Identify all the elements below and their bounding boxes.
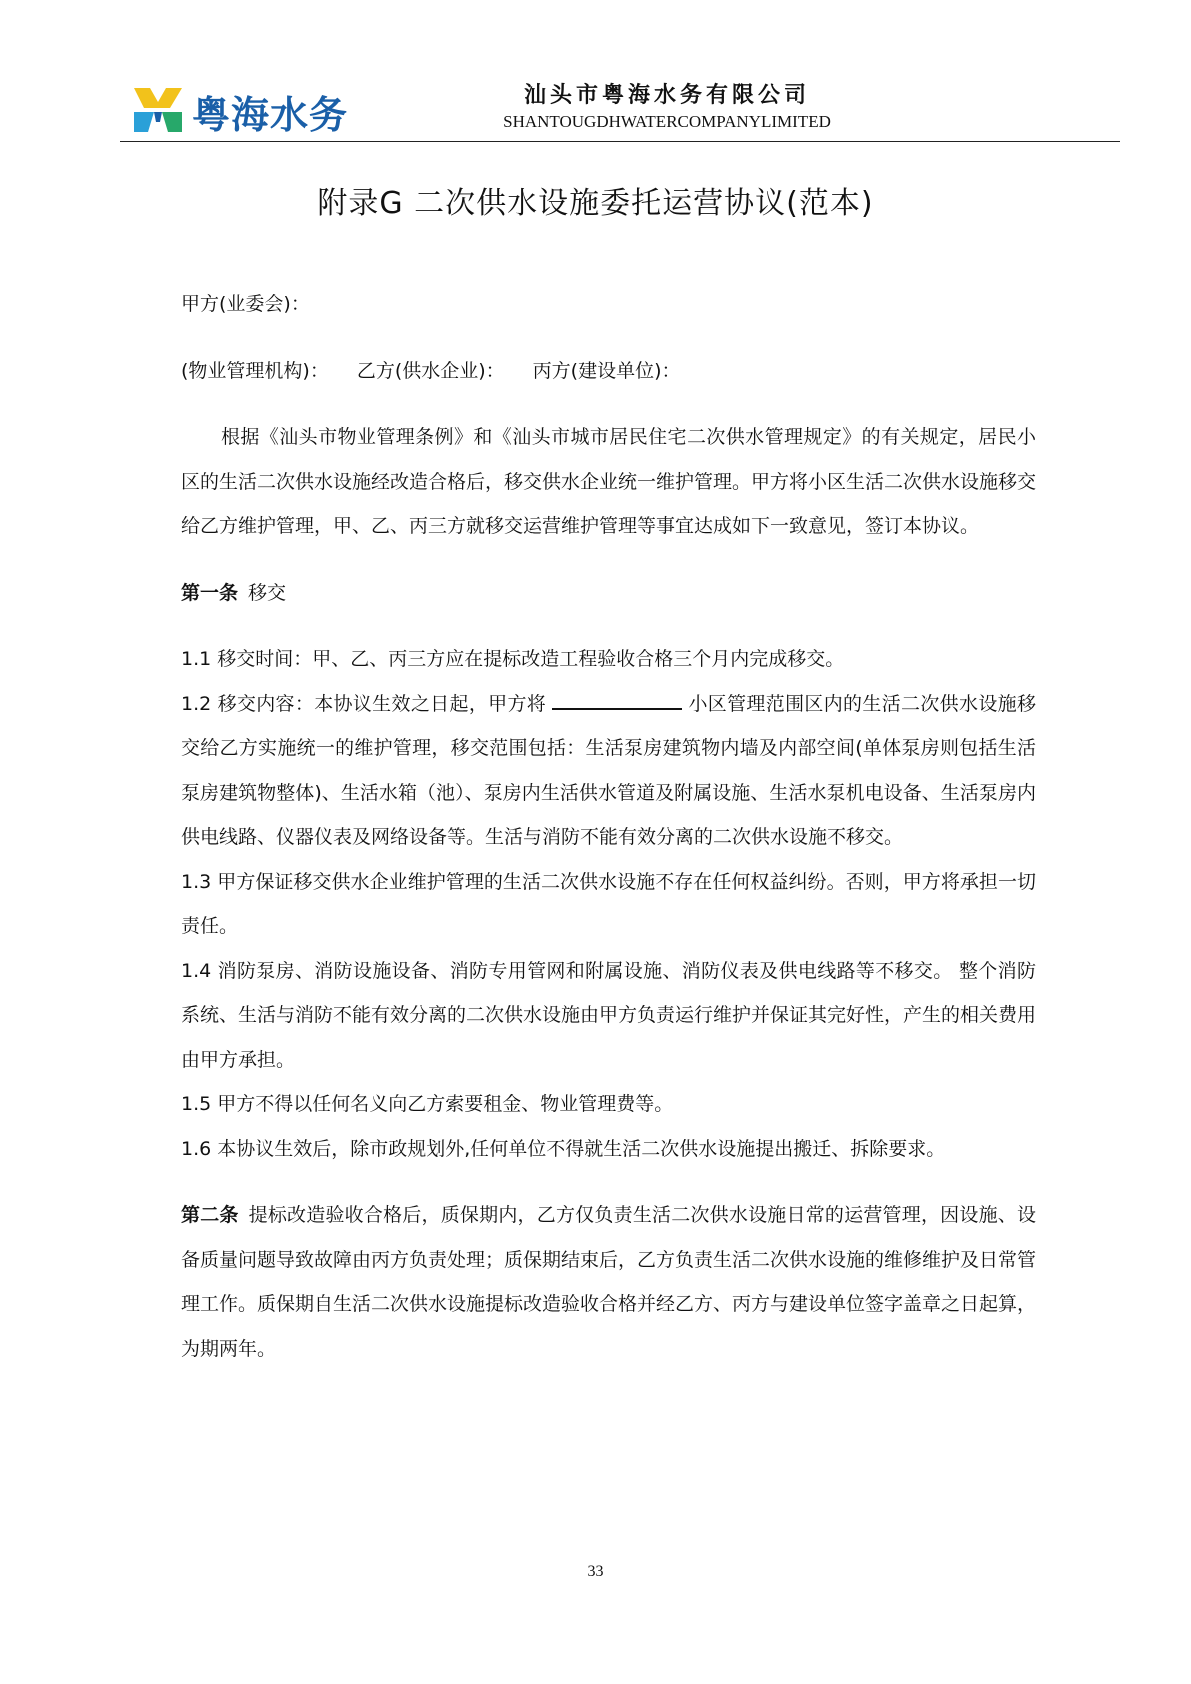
document-body	[181, 282, 1036, 1371]
company-name-chinese: 汕头市粤海水务有限公司	[523, 83, 810, 108]
parties-line	[181, 349, 1036, 394]
page-header	[120, 70, 1120, 146]
clause-1-4: 1.4 消防泵房、消防设施设备、消防专用管网和附属设施、消防仪表及供电线路等不移交。 整个消防系统、生活与消防不能有效分离的二次供水设施由甲方负责运行维护并保证其完好性，产生的相关费用由甲方承担。	[181, 959, 1037, 1071]
party-a-label: 甲方(业委会)：	[181, 293, 310, 315]
page-number: 33	[587, 1563, 604, 1580]
company-logo-icon	[130, 82, 186, 138]
article1-title: 移交	[248, 581, 287, 604]
fill-in-blank	[552, 686, 682, 710]
document-title: 附录G 二次供水设施委托运营协议(范本)	[317, 186, 874, 221]
clause-1-2	[181, 682, 1036, 860]
article2-paragraph	[181, 1193, 1036, 1371]
article2-text: 提标改造验收合格后，质保期内，乙方仅负责生活二次供水设施日常的运营管理，因设施、设备质量问题导致故障由丙方负责处理；质保期结束后，乙方负责生活二次供水设施的维修维护及日常管理工作。质保期自生活二次供水设施提标改造验收合格并经乙方、丙方与建设单位签字盖章之日起算，为期两年。	[181, 1204, 1037, 1360]
company-name-english: SHANTOUGDHWATERCOMPANYLIMITED	[503, 112, 831, 131]
preamble-paragraph: 根据《汕头市物业管理条例》和《汕头市城市居民住宅二次供水管理规定》的有关规定，居民小区的生活二次供水设施经改造合格后，移交供水企业统一维护管理。甲方将小区生活二次供水设施移交给乙方维护管理，甲、乙、丙三方就移交运营维护管理等事宜达成如下一致意见，签订本协议。	[181, 426, 1037, 537]
logo-text: 粤海水务	[192, 92, 349, 137]
party-b-label: 乙方(供水企业)：	[356, 359, 505, 382]
party-c-label: 丙方(建设单位)：	[532, 359, 681, 382]
clause-1-2-start: 1.2 移交内容：本协议生效之日起，甲方将	[181, 692, 547, 715]
property-label: (物业管理机构)：	[181, 359, 329, 382]
article2-number: 第二条	[181, 1204, 239, 1226]
article1-number: 第一条	[181, 581, 239, 604]
clause-1-3: 1.3 甲方保证移交供水企业维护管理的生活二次供水设施不存在任何权益纠纷。否则，甲方将承担一切责任。	[181, 870, 1036, 937]
clause-1-2-rest: 小区管理范围区内的生活二次供水设施移交给乙方实施统一的维护管理，移交范围包括：生活泵房建筑物内墙及内部空间(单体泵房则包括生活泵房建筑物整体)、生活水箱（池）、泵房内生活供水管道及附属设施、生活水泵机电设备、生活泵房内供电线路、仪器仪表及网络设备等。生活与消防不能有效分离的二次供水设施不移交。	[181, 692, 1036, 848]
header-divider	[120, 141, 1120, 142]
party-a-line	[181, 282, 1036, 327]
clause-1-5: 1.5 甲方不得以任何名义向乙方索要租金、物业管理费等。	[181, 1093, 674, 1115]
clause-1-1: 1.1 移交时间：甲、乙、丙三方应在提标改造工程验收合格三个月内完成移交。	[181, 648, 845, 670]
clause-1-6: 1.6 本协议生效后，除市政规划外,任何单位不得就生活二次供水设施提出搬迁、拆除要求。	[181, 1137, 946, 1160]
article1-heading	[181, 571, 1036, 616]
